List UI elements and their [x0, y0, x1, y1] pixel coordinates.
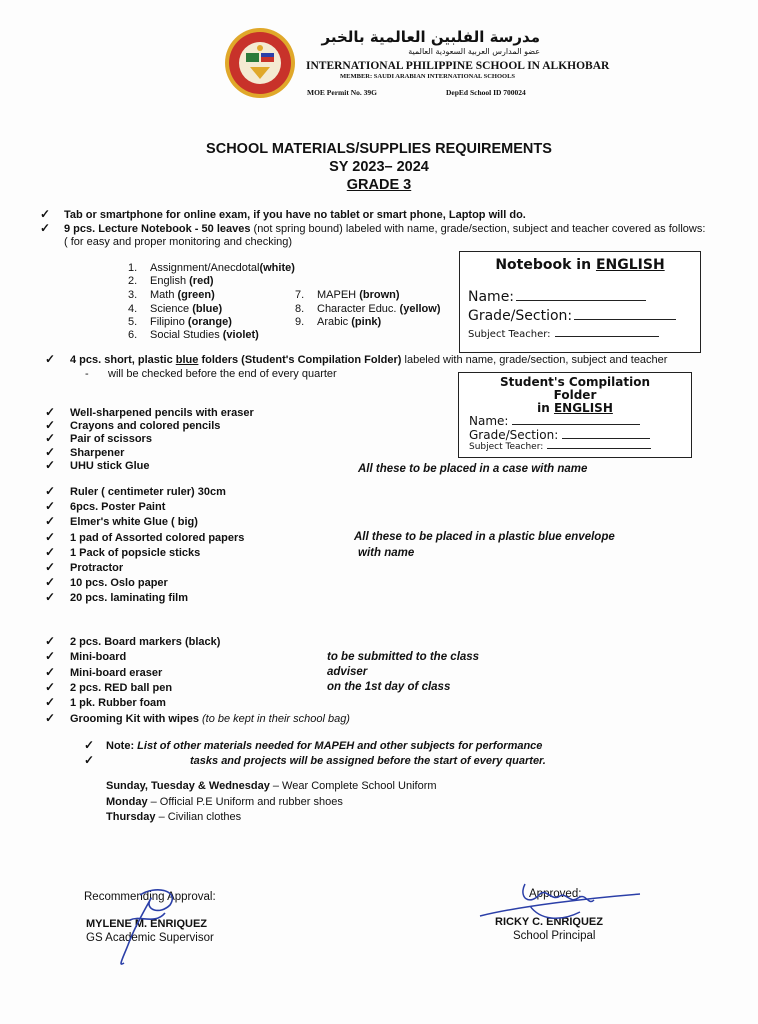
notebook-item [128, 262, 295, 274]
supply-item: 2 pcs. Board markers (black) [70, 636, 221, 648]
notebook-subject: Science [150, 303, 193, 315]
item-grooming [70, 713, 350, 725]
group3-note-2: adviser [327, 666, 368, 678]
school-logo [224, 27, 296, 99]
notebook-color: (pink) [351, 316, 382, 328]
folder-title-2: Folder [553, 388, 597, 402]
supply-item: Crayons and colored pencils [70, 420, 221, 433]
box-name-label: Name: [468, 289, 515, 305]
uniform-desc: – Wear Complete School Uniform [269, 780, 437, 792]
notebook-subject: Character Educ. [317, 303, 400, 315]
recommender-signature [110, 885, 190, 967]
check-icon: ✓ [45, 431, 56, 446]
notebook-label-box [459, 251, 701, 353]
note-line-1 [106, 740, 542, 752]
notebook-num: 4. [128, 303, 138, 315]
folder-box-title [459, 376, 691, 415]
uniform-row [106, 796, 343, 808]
check-icon: ✓ [45, 649, 56, 664]
folder-teacher-label: Subject Teacher: [469, 442, 544, 452]
school-membership: MEMBER: SAUDI ARABIAN INTERNATIONAL SCHOOLS [340, 73, 516, 80]
notebook-subject: English [150, 275, 190, 287]
uniform-row [106, 811, 241, 823]
check-icon: ✓ [45, 352, 56, 366]
folder-title-pre: in [537, 401, 554, 415]
check-icon: ✓ [45, 405, 56, 419]
check-icon: ✓ [45, 457, 56, 472]
note-text-1: List of other materials needed for MAPEH and other subjects for performance [137, 740, 543, 752]
check-icon: ✓ [45, 544, 56, 559]
notebook-note: ( for easy and proper monitoring and checking) [64, 236, 293, 248]
notebook-bold: 9 pcs. Lecture Notebook - 50 leaves [64, 223, 251, 235]
box-title-english: ENGLISH [595, 257, 665, 273]
principal-signature [470, 876, 645, 936]
notebook-num: 9. [295, 316, 305, 328]
notebook-item [295, 303, 441, 315]
notebook-box-title [460, 257, 700, 273]
folder-grade-field [469, 428, 650, 442]
note-text-2: tasks and projects will be assigned before the start of every quarter. [190, 755, 546, 767]
recommender-title: GS Academic Supervisor [86, 932, 214, 944]
supply-item: Well-sharpened pencils with eraser [70, 407, 254, 419]
notebook-item [128, 289, 215, 301]
folder-grade-label: Grade/Section: [469, 428, 559, 442]
folders-bold2: folders (Student's Compilation Folder) [198, 354, 402, 366]
principal-name: RICKY C. ENRIQUEZ [495, 916, 603, 928]
uniform-days: Sunday, Tuesday & Wednesday [106, 780, 270, 792]
folders-blue: blue [175, 354, 199, 366]
check-icon: ✓ [45, 590, 56, 605]
school-name: INTERNATIONAL PHILIPPINE SCHOOL IN ALKHOBAR [306, 60, 610, 72]
group1-note: All these to be placed in a case with name [358, 463, 588, 475]
approved-label: Approved: [529, 888, 582, 900]
notebook-subject: Math [150, 289, 178, 301]
check-icon: ✓ [45, 695, 56, 710]
supply-item: 6pcs. Poster Paint [70, 501, 166, 514]
box-teacher-label: Subject Teacher: [468, 329, 551, 340]
supply-item: Mini-board [70, 651, 127, 664]
supply-item: 1 pad of Assorted colored papers [70, 531, 245, 544]
folders-check-note: will be checked before the end of every quarter [108, 368, 337, 380]
recommending-label: Recommending Approval: [84, 891, 216, 903]
notebook-color: (violet) [222, 329, 259, 341]
folders-bold1: 4 pcs. short, plastic [70, 354, 176, 366]
item-notebook [64, 223, 705, 235]
supply-item: Protractor [70, 562, 124, 574]
supply-item: 10 pcs. Oslo paper [70, 577, 168, 590]
school-name-arabic: مدرسة الفلبين العالمية بالخبر [321, 28, 540, 46]
check-icon: ✓ [40, 207, 51, 221]
check-icon: ✓ [45, 499, 56, 514]
notebook-num: 7. [295, 289, 305, 301]
check-icon: ✓ [45, 634, 56, 648]
notebook-subject: Social Studies [150, 329, 223, 341]
box-grade-field [468, 308, 676, 324]
check-icon: ✓ [84, 753, 95, 767]
notebook-color: (white) [259, 262, 295, 274]
notebook-num: 1. [128, 262, 138, 274]
supply-item: Sharpener [70, 446, 125, 459]
notebook-subject: MAPEH [317, 289, 360, 301]
notebook-subject: Filipino [150, 316, 188, 328]
grooming-note: (to be kept in their school bag) [202, 713, 350, 725]
grade-text: GRADE 3 [346, 177, 412, 193]
notebook-color: (green) [177, 289, 215, 301]
uniform-days: Thursday [106, 811, 156, 823]
supply-item: Mini-board eraser [70, 666, 163, 679]
supply-item: 20 pcs. laminating film [70, 592, 188, 605]
check-icon: ✓ [45, 664, 56, 679]
supply-item: UHU stick Glue [70, 459, 150, 472]
check-icon: ✓ [84, 738, 95, 752]
box-teacher-field [468, 329, 659, 340]
grade-level [0, 177, 758, 193]
check-icon: ✓ [45, 484, 56, 498]
school-sub-arabic: عضو المدارس العربية السعودية العالمية [408, 47, 540, 56]
check-icon: ✓ [45, 514, 56, 529]
check-icon: ✓ [45, 418, 56, 433]
notebook-item [128, 316, 232, 328]
deped-id: DepEd School ID 700024 [446, 88, 526, 97]
school-year: SY 2023– 2024 [329, 159, 429, 175]
notebook-item [295, 289, 400, 301]
supply-item: 1 Pack of popsicle sticks [70, 546, 201, 559]
check-icon: ✓ [45, 575, 56, 590]
check-icon: ✓ [45, 711, 56, 725]
box-name-field [468, 289, 646, 305]
folder-name-field [469, 414, 640, 428]
doc-title: SCHOOL MATERIALS/SUPPLIES REQUIREMENTS [206, 141, 552, 157]
note-label: Note: [106, 740, 138, 752]
notebook-color: (blue) [192, 303, 223, 315]
check-icon: ✓ [45, 560, 56, 574]
supply-item: 2 pcs. RED ball pen [70, 681, 173, 694]
notebook-item [128, 275, 214, 287]
folder-title-english: ENGLISH [553, 401, 613, 415]
notebook-item [295, 316, 381, 328]
group3-note-3: on the 1st day of class [327, 681, 451, 693]
supply-item: 1 pk. Rubber foam [70, 697, 166, 710]
notebook-num: 2. [128, 275, 138, 287]
item-tablet: Tab or smartphone for online exam, if you have no tablet or smart phone, Laptop will do. [64, 209, 526, 221]
notebook-color: (orange) [187, 316, 232, 328]
moe-permit: MOE Permit No. 39G [307, 88, 377, 97]
principal-title: School Principal [513, 930, 596, 942]
supply-item: Elmer's white Glue ( big) [70, 516, 198, 529]
notebook-item [128, 303, 222, 315]
notebook-color: (red) [189, 275, 214, 287]
check-icon: ✓ [45, 444, 56, 459]
folder-title-1: Student's Compilation [499, 375, 651, 389]
group3-note-1: to be submitted to the class [327, 651, 480, 663]
notebook-color: (yellow) [399, 303, 441, 315]
notebook-num: 8. [295, 303, 305, 315]
notebook-num: 5. [128, 316, 138, 328]
uniform-desc: – Official P.E Uniform and rubber shoes [147, 795, 343, 808]
supply-item: Pair of scissors [70, 433, 152, 446]
group2-note-1: All these to be placed in a plastic blue envelope [354, 531, 615, 543]
check-icon: ✓ [45, 529, 56, 544]
supply-item: Ruler ( centimeter ruler) 30cm [70, 486, 226, 498]
uniform-row [106, 780, 437, 792]
notebook-rest: (not spring bound) labeled with name, grade/section, subject and teacher covered as follows: [250, 223, 706, 235]
check-icon: ✓ [45, 679, 56, 694]
folders-dash: - [85, 368, 89, 380]
box-title-pre: Notebook in [495, 257, 596, 273]
notebook-num: 6. [128, 329, 138, 341]
notebook-num: 3. [128, 289, 138, 301]
uniform-days: Monday [106, 795, 148, 808]
recommender-name: MYLENE M. ENRIQUEZ [86, 918, 208, 930]
notebook-subject: Arabic [317, 316, 352, 328]
folder-label-box [458, 372, 692, 458]
notebook-color: (brown) [359, 289, 400, 301]
item-folders [70, 354, 667, 366]
folder-teacher-field [469, 442, 651, 452]
box-grade-label: Grade/Section: [468, 308, 573, 324]
notebook-item [128, 329, 259, 341]
group2-note-2: with name [358, 547, 415, 559]
notebook-subject: Assignment/Anecdotal [150, 262, 260, 274]
check-icon: ✓ [40, 221, 51, 235]
folders-rest: labeled with name, grade/section, subject and teacher [401, 354, 668, 366]
uniform-desc: – Civilian clothes [155, 811, 242, 823]
grooming-bold: Grooming Kit with wipes [70, 713, 202, 725]
folder-name-label: Name: [469, 414, 509, 428]
